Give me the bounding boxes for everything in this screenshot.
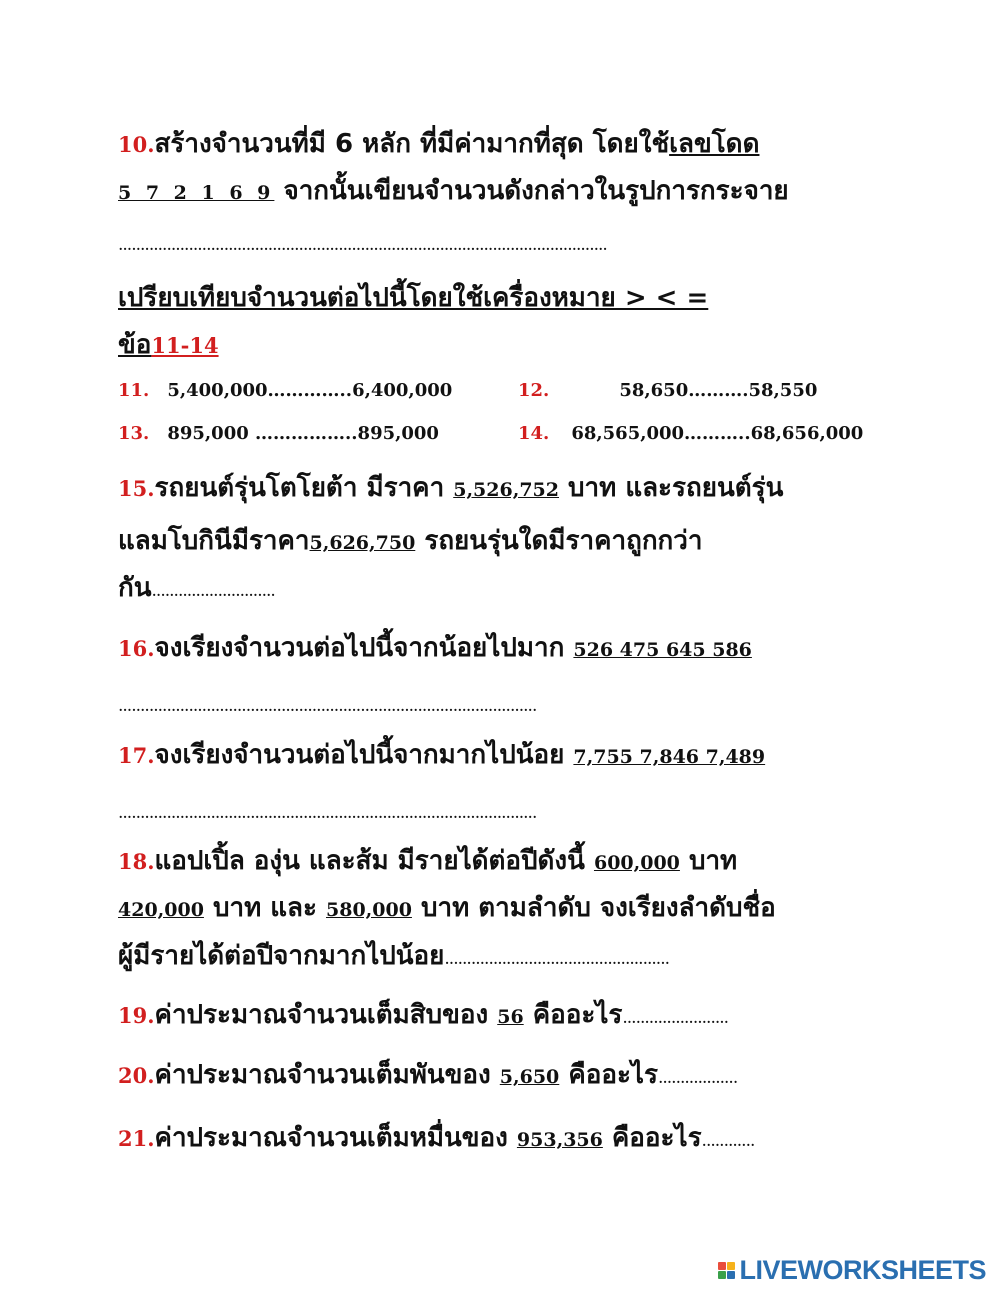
answer-dots: ............................................................................................................... xyxy=(118,235,607,255)
question-20[interactable] xyxy=(118,1055,737,1098)
number-list: 7,755 7,846 7,489 xyxy=(573,746,766,768)
question-number: 16. xyxy=(118,636,155,661)
answer-dots: ............ xyxy=(701,1131,755,1151)
question-text: แลมโบกินีมีราคา xyxy=(118,526,310,556)
question-text: บาท และ xyxy=(203,893,326,923)
question-15 xyxy=(118,468,783,510)
question-number: 21. xyxy=(118,1126,155,1151)
question-text-underlined: เลขโดด xyxy=(669,129,760,159)
question-text: บาท xyxy=(679,846,738,876)
answer-dots: ............................................................................................... xyxy=(118,803,537,823)
question-number: 10. xyxy=(118,132,155,157)
question-21[interactable] xyxy=(118,1118,754,1161)
question-number: 15. xyxy=(118,476,155,501)
question-text: ค่าประมาณจำนวนเต็มสิบของ xyxy=(154,1000,498,1030)
question-15-line-3[interactable] xyxy=(118,568,275,611)
question-text: สร้างจำนวนที่มี 6 หลัก ที่มีค่ามากที่สุด โดยใช้ xyxy=(154,129,670,159)
answer-line-16[interactable] xyxy=(118,683,536,726)
question-text: จงเรียงจำนวนต่อไปนี้จากน้อยไปมาก xyxy=(154,633,574,663)
question-18-line-2 xyxy=(118,888,776,930)
question-text: กัน xyxy=(118,573,152,603)
comparison-expression[interactable]: 895,000 ……………..895,000 xyxy=(167,423,439,444)
question-number: 11. xyxy=(118,380,150,401)
question-text: แอปเปิ้ล องุ่น และส้ม มีรายได้ต่อปีดังนี้ xyxy=(154,846,594,876)
compare-subheading xyxy=(118,325,219,366)
question-text: คืออะไร xyxy=(559,1060,658,1090)
liveworksheets-brand xyxy=(718,1255,986,1286)
income-value: 420,000 xyxy=(118,899,204,921)
question-10 xyxy=(118,124,759,165)
number-list: 526 475 645 586 xyxy=(573,639,752,661)
comparison-expression[interactable]: 5,400,000…………..6,400,000 xyxy=(167,380,453,401)
question-number: 20. xyxy=(118,1063,155,1088)
answer-dots: ................................................... xyxy=(444,949,670,969)
question-17 xyxy=(118,735,765,777)
answer-dots: ............................................................................................... xyxy=(118,696,537,716)
answer-dots: .................. xyxy=(657,1068,738,1088)
liveworksheets-logo-icon xyxy=(718,1262,735,1279)
price-value: 5,626,750 xyxy=(309,532,416,554)
answer-line-10[interactable] xyxy=(118,222,607,265)
question-10-line-2 xyxy=(118,171,789,213)
income-value: 580,000 xyxy=(326,899,412,921)
question-11 xyxy=(118,377,452,405)
digits: 5 7 2 1 6 9 xyxy=(118,182,275,204)
question-text: ค่าประมาณจำนวนเต็มหมื่นของ xyxy=(154,1123,517,1153)
question-number: 18. xyxy=(118,849,155,874)
question-number: 17. xyxy=(118,743,155,768)
question-text: ค่าประมาณจำนวนเต็มพันของ xyxy=(154,1060,500,1090)
question-19[interactable] xyxy=(118,995,728,1038)
question-text: รถยนรุ่นใดมีราคาถูกกว่า xyxy=(415,526,703,556)
question-text: บาท ตามลำดับ จงเรียงลำดับชื่อ xyxy=(411,893,776,923)
question-number: 19. xyxy=(118,1003,155,1028)
compare-heading xyxy=(118,278,708,318)
income-value: 600,000 xyxy=(593,852,680,874)
question-18-line-3[interactable] xyxy=(118,936,669,979)
question-text: รถยนต์รุ่นโตโยต้า มีราคา xyxy=(154,473,454,503)
question-16 xyxy=(118,628,752,670)
subheading-text: ข้อ xyxy=(118,330,152,360)
question-14 xyxy=(518,420,863,448)
question-12 xyxy=(518,377,817,405)
answer-line-17[interactable] xyxy=(118,790,536,833)
question-13 xyxy=(118,420,439,448)
question-18 xyxy=(118,841,737,883)
number-value: 5,650 xyxy=(499,1066,560,1088)
question-number: 14. xyxy=(518,423,550,444)
number-value: 953,356 xyxy=(516,1129,603,1151)
question-text: คืออะไร xyxy=(523,1000,623,1030)
comparison-expression[interactable]: 68,565,000………..68,656,000 xyxy=(571,423,864,444)
answer-dots: ........................ xyxy=(622,1008,729,1028)
price-value: 5,526,752 xyxy=(453,479,559,501)
question-text: จากนั้นเขียนจำนวนดังกล่าวในรูปการกระจาย xyxy=(274,176,789,206)
subheading-range: 11-14 xyxy=(151,333,219,358)
number-value: 56 xyxy=(497,1006,524,1028)
question-text: จงเรียงจำนวนต่อไปนี้จากมากไปน้อย xyxy=(154,740,574,770)
question-number: 12. xyxy=(518,380,550,401)
question-text: ผู้มีรายได้ต่อปีจากมากไปน้อย xyxy=(118,941,445,971)
brand-name: LIVEWORKSHEETS xyxy=(739,1255,986,1285)
question-15-line-2 xyxy=(118,521,703,563)
comparison-expression[interactable]: 58,650……….58,550 xyxy=(619,380,818,401)
question-number: 13. xyxy=(118,423,150,444)
question-text: คืออะไร xyxy=(602,1123,702,1153)
answer-dots: ............................ xyxy=(151,581,275,601)
heading-text: เปรียบเทียบจำนวนต่อไปนี้โดยใช้เครื่องหมาย > < = xyxy=(118,283,709,313)
question-text: บาท และรถยนต์รุ่น xyxy=(559,473,784,503)
